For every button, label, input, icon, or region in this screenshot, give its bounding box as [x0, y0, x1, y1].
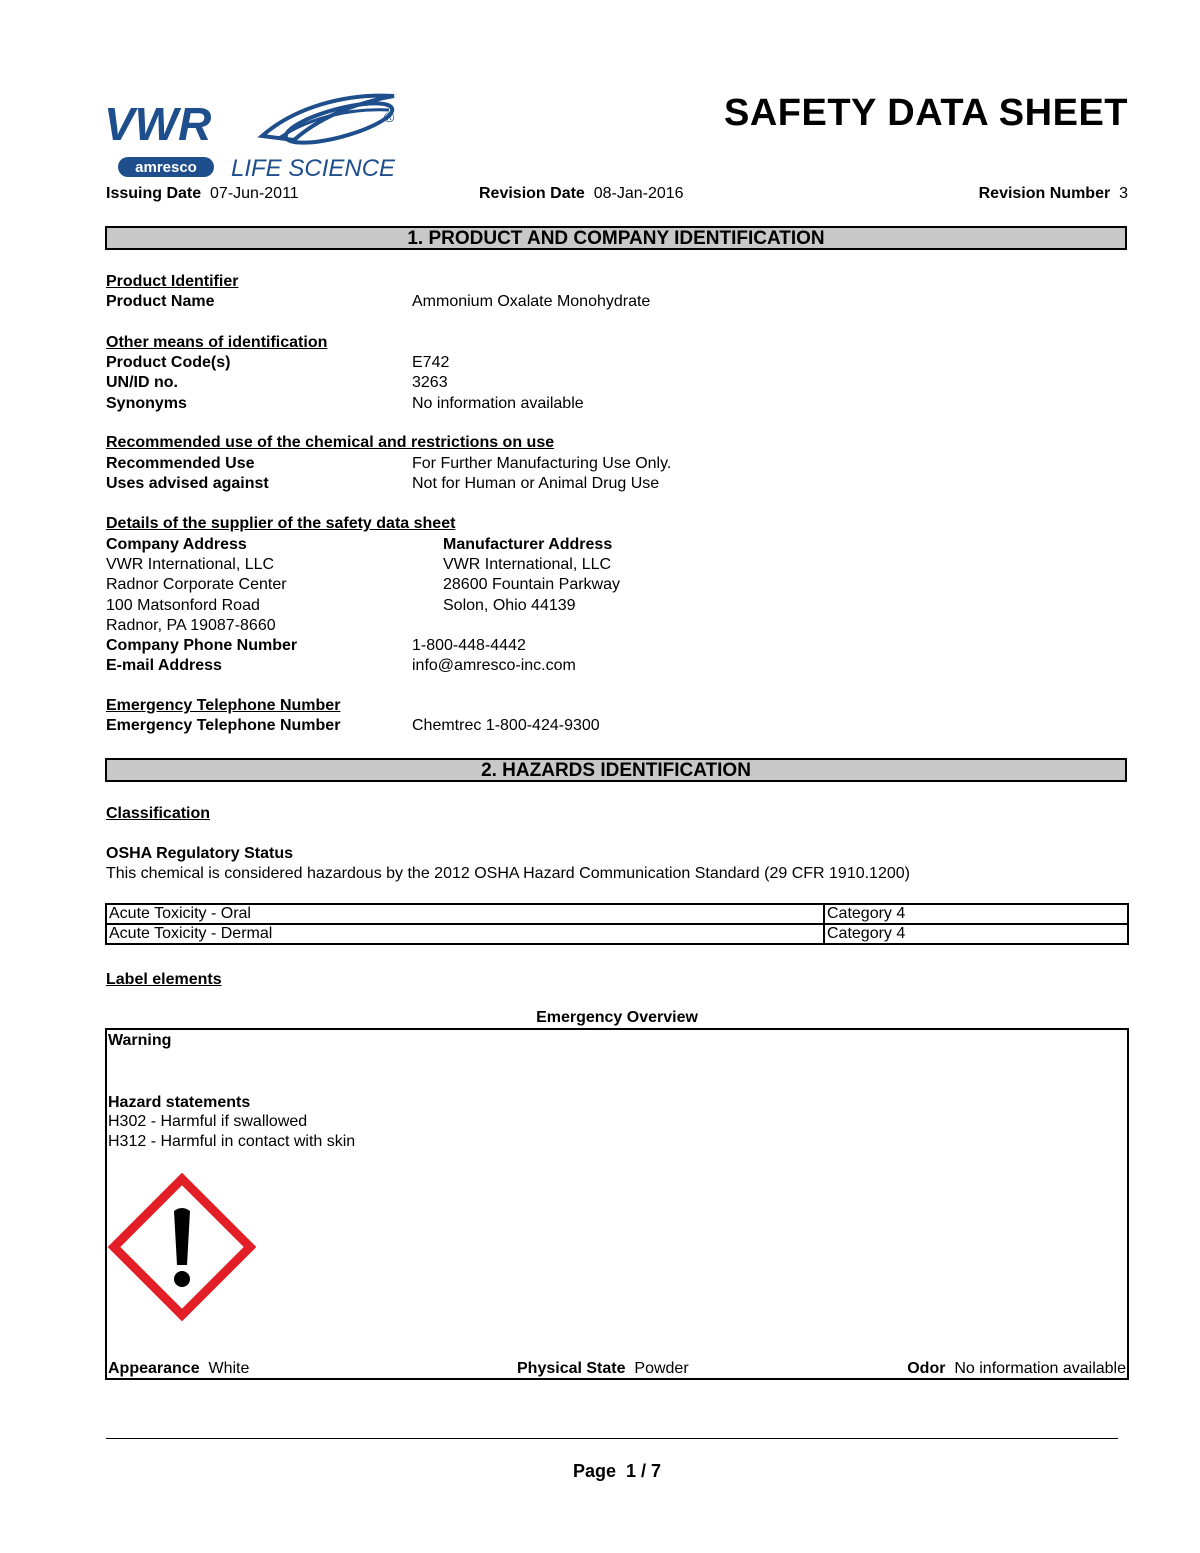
- hazard-statement: H312 - Harmful in contact with skin: [108, 1133, 356, 1150]
- appearance: [108, 1360, 249, 1378]
- footer-divider: [106, 1438, 1118, 1439]
- revision-date-label: Revision Date: [479, 185, 585, 202]
- company-address-line: Radnor Corporate Center: [106, 576, 287, 593]
- synonyms-value: No information available: [412, 395, 584, 412]
- emergency-overview-heading: Emergency Overview: [536, 1009, 698, 1026]
- issuing-date: [106, 185, 299, 203]
- odor: [907, 1360, 1126, 1378]
- issuing-date-label: Issuing Date: [106, 185, 202, 202]
- company-phone-label: Company Phone Number: [106, 637, 298, 654]
- logo-registered-mark: ®: [384, 109, 395, 125]
- emergency-phone-value: Chemtrec 1-800-424-9300: [412, 717, 600, 734]
- table-row: [106, 924, 1128, 944]
- table-row: [106, 904, 1128, 924]
- hazard-class-cell: Acute Toxicity - Oral: [106, 904, 824, 924]
- page-value: 1 / 7: [626, 1461, 662, 1481]
- page-number: [0, 1461, 1200, 1482]
- emergency-overview-box: [105, 1028, 1129, 1380]
- hazard-category-cell: Category 4: [824, 924, 1128, 944]
- unid-value: 3263: [412, 374, 448, 391]
- synonyms-label: Synonyms: [106, 395, 187, 412]
- hazard-statements-heading: Hazard statements: [108, 1094, 251, 1111]
- emergency-phone-label: Emergency Telephone Number: [106, 717, 341, 734]
- email-label: E-mail Address: [106, 657, 222, 674]
- recommended-use-heading: Recommended use of the chemical and restrictions on use: [106, 434, 555, 451]
- section-2-heading: 2. HAZARDS IDENTIFICATION: [105, 758, 1127, 782]
- company-address-label: Company Address: [106, 536, 247, 553]
- appearance-label: Appearance: [108, 1360, 200, 1377]
- revision-number: [979, 185, 1128, 203]
- logo-graphic: [104, 88, 404, 184]
- classification-heading: Classification: [106, 805, 211, 822]
- company-address-line: 100 Matsonford Road: [106, 597, 260, 614]
- manufacturer-address-line: Solon, Ohio 44139: [443, 597, 576, 614]
- logo-amresco-text: amresco: [135, 159, 197, 176]
- page-label: Page: [572, 1461, 616, 1481]
- uses-advised-against-label: Uses advised against: [106, 475, 269, 492]
- uses-advised-against-value: Not for Human or Animal Drug Use: [412, 475, 660, 492]
- email-value: info@amresco-inc.com: [412, 657, 576, 674]
- odor-value: No information available: [954, 1360, 1126, 1377]
- hazard-statement: H302 - Harmful if swallowed: [108, 1113, 308, 1130]
- osha-status-label: OSHA Regulatory Status: [106, 845, 293, 862]
- section-1-heading: 1. PRODUCT AND COMPANY IDENTIFICATION: [105, 226, 1127, 250]
- product-codes-value: E742: [412, 354, 450, 371]
- supplier-details-heading: Details of the supplier of the safety data sheet: [106, 515, 456, 532]
- revision-date-value: 08-Jan-2016: [593, 185, 684, 202]
- signal-word: Warning: [108, 1032, 172, 1049]
- label-elements-heading: Label elements: [106, 971, 222, 988]
- classification-table: [105, 903, 1129, 945]
- appearance-value: White: [208, 1360, 250, 1377]
- exclamation-mark-pictogram-icon: [108, 1173, 256, 1321]
- product-codes-label: Product Code(s): [106, 354, 231, 371]
- manufacturer-address-line: VWR International, LLC: [443, 556, 612, 573]
- product-name-label: Product Name: [106, 293, 215, 310]
- revision-number-value: 3: [1119, 185, 1128, 202]
- manufacturer-address-line: 28600 Fountain Parkway: [443, 576, 620, 593]
- hazard-category-cell: Category 4: [824, 904, 1128, 924]
- logo-life-science-text: LIFE SCIENCE: [231, 155, 396, 182]
- logo-vwr-text: VWR: [104, 98, 212, 150]
- product-identifier-heading: Product Identifier: [106, 273, 239, 290]
- hazard-class-cell: Acute Toxicity - Dermal: [106, 924, 824, 944]
- company-address-line: Radnor, PA 19087-8660: [106, 617, 276, 634]
- physical-state-label: Physical State: [517, 1360, 626, 1377]
- odor-label: Odor: [907, 1360, 946, 1377]
- company-phone-value: 1-800-448-4442: [412, 637, 526, 654]
- physical-state: [517, 1360, 689, 1378]
- company-address-line: VWR International, LLC: [106, 556, 275, 573]
- emergency-phone-heading: Emergency Telephone Number: [106, 697, 341, 714]
- osha-status-text: This chemical is considered hazardous by the 2012 OSHA Hazard Communication Standard (29 CFR 1910.1200): [106, 865, 910, 882]
- product-name-value: Ammonium Oxalate Monohydrate: [412, 293, 651, 310]
- unid-label: UN/ID no.: [106, 374, 178, 391]
- vwr-amresco-logo: [104, 88, 404, 184]
- physical-state-value: Powder: [634, 1360, 689, 1377]
- manufacturer-address-label: Manufacturer Address: [443, 536, 613, 553]
- issuing-date-value: 07-Jun-2011: [210, 185, 299, 202]
- revision-date: [479, 185, 684, 203]
- recommended-use-label: Recommended Use: [106, 455, 255, 472]
- recommended-use-value: For Further Manufacturing Use Only.: [412, 455, 672, 472]
- revision-number-label: Revision Number: [978, 185, 1111, 202]
- document-title: SAFETY DATA SHEET: [723, 92, 1128, 134]
- other-means-heading: Other means of identification: [106, 334, 328, 351]
